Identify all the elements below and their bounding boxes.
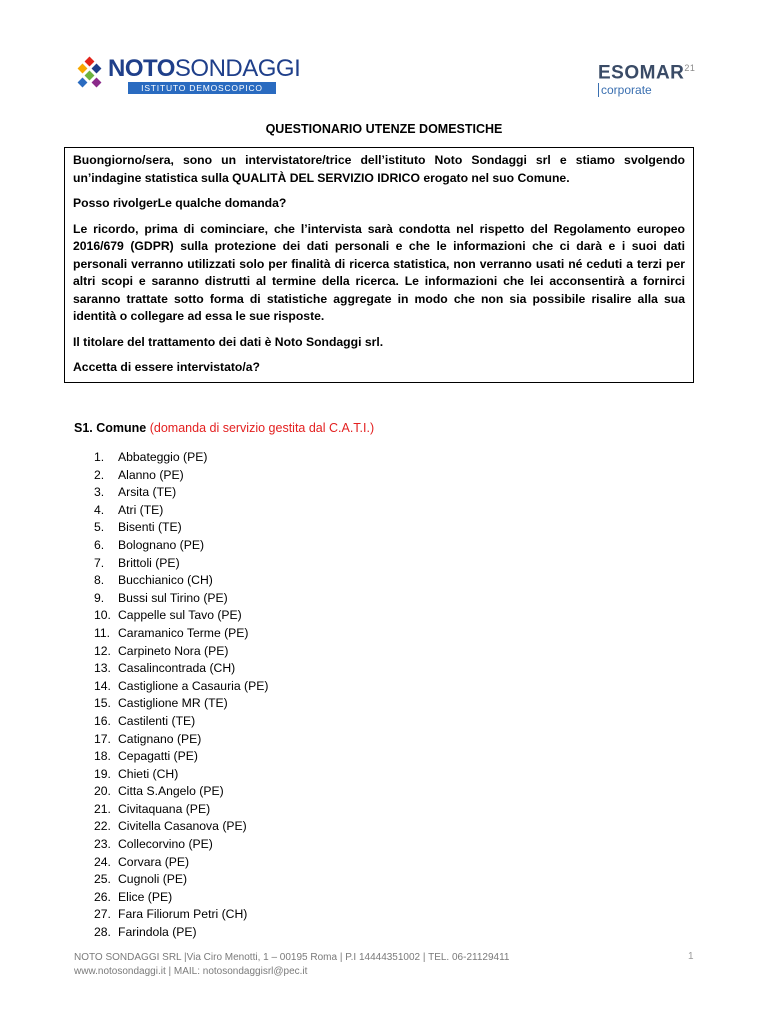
list-item-number: 4. — [94, 502, 105, 517]
list-item-number: 10. — [94, 608, 111, 623]
list-item — [94, 906, 268, 924]
logo-wordmark: NOTOSONDAGGI — [108, 55, 301, 82]
list-item-label: Atri (TE) — [118, 502, 164, 517]
esomar-sup: 21 — [684, 63, 696, 73]
logo-dots-icon — [76, 58, 104, 88]
document-title: QUESTIONARIO UTENZE DOMESTICHE — [265, 122, 503, 136]
list-item — [94, 678, 268, 696]
list-item — [94, 889, 268, 907]
list-item-label: Cugnoli (PE) — [118, 872, 188, 887]
list-item — [94, 555, 268, 573]
list-item-number: 26. — [94, 889, 111, 904]
list-item-label: Civitella Casanova (PE) — [118, 819, 247, 834]
list-item — [94, 766, 268, 784]
list-item-number: 12. — [94, 643, 111, 658]
question-s1 — [74, 421, 374, 435]
list-item-label: Citta S.Angelo (PE) — [118, 784, 224, 799]
list-item-label: Chieti (CH) — [118, 766, 179, 781]
list-item-number: 19. — [94, 766, 111, 781]
list-item — [94, 537, 268, 555]
list-item-number: 25. — [94, 872, 111, 887]
list-item-number: 7. — [94, 555, 105, 570]
list-item-label: Cappelle sul Tavo (PE) — [118, 608, 242, 623]
list-item — [94, 924, 268, 942]
list-item-label: Arsita (TE) — [118, 485, 177, 500]
list-item-number: 6. — [94, 537, 105, 552]
list-item-number: 18. — [94, 749, 111, 764]
esomar-name: ESOMAR — [598, 62, 685, 84]
list-item-label: Castiglione a Casauria (PE) — [118, 678, 269, 693]
list-item-label: Cepagatti (PE) — [118, 749, 198, 764]
list-item — [94, 731, 268, 749]
list-item — [94, 660, 268, 678]
list-item — [94, 854, 268, 872]
list-item — [94, 871, 268, 889]
list-item — [94, 643, 268, 661]
list-item-label: Civitaquana (PE) — [118, 801, 211, 816]
list-item-number: 22. — [94, 819, 111, 834]
page-number: 1 — [688, 951, 694, 962]
list-item — [94, 748, 268, 766]
list-item-number: 2. — [94, 467, 105, 482]
footer-line-contacts: www.notosondaggi.it | MAIL: notosondaggisrl@pec.it — [74, 966, 308, 977]
list-item-number: 15. — [94, 696, 111, 711]
list-item-number: 17. — [94, 731, 111, 746]
list-item — [94, 713, 268, 731]
list-item — [94, 449, 268, 467]
intro-paragraph: Accetta di essere intervistato/a? — [73, 360, 260, 374]
esomar-tag: corporate — [598, 83, 698, 97]
list-item-number: 9. — [94, 590, 105, 605]
noto-sondaggi-logo — [76, 55, 301, 96]
list-item-number: 14. — [94, 678, 111, 693]
footer-line-address: NOTO SONDAGGI SRL |Via Ciro Menotti, 1 – 00195 Roma | P.I 14444351002 | TEL. 06-21129411 — [74, 952, 510, 963]
list-item-number: 23. — [94, 837, 111, 852]
list-item-number: 24. — [94, 854, 111, 869]
list-item — [94, 502, 268, 520]
list-item-number: 13. — [94, 661, 111, 676]
list-item-label: Bolognano (PE) — [118, 537, 205, 552]
list-item-label: Bussi sul Tirino (PE) — [118, 590, 228, 605]
footer — [74, 951, 509, 979]
list-item — [94, 783, 268, 801]
list-item-number: 8. — [94, 573, 105, 588]
list-item — [94, 484, 268, 502]
list-item-label: Elice (PE) — [118, 889, 173, 904]
list-item-label: Farindola (PE) — [118, 925, 197, 940]
list-item-label: Casalincontrada (CH) — [118, 661, 236, 676]
list-item — [94, 467, 268, 485]
esomar-logo — [598, 58, 698, 98]
intro-box — [64, 147, 694, 383]
list-item-label: Collecorvino (PE) — [118, 837, 213, 852]
question-note: (domanda di servizio gestita dal C.A.T.I.) — [149, 421, 375, 435]
list-item-label: Castilenti (TE) — [118, 713, 196, 728]
list-item — [94, 801, 268, 819]
list-item-number: 28. — [94, 925, 111, 940]
list-item — [94, 695, 268, 713]
list-item-label: Carpineto Nora (PE) — [118, 643, 229, 658]
list-item — [94, 836, 268, 854]
list-item-number: 16. — [94, 713, 111, 728]
list-item-number: 21. — [94, 801, 111, 816]
list-item-label: Fara Filiorum Petri (CH) — [118, 907, 248, 922]
list-item-label: Castiglione MR (TE) — [118, 696, 228, 711]
list-item-number: 1. — [94, 450, 105, 464]
list-item-label: Corvara (PE) — [118, 854, 190, 869]
intro-paragraph: Le ricordo, prima di cominciare, che l’intervista sarà condotta nel rispetto del Regolamento europeo 2016/679 (GDPR) sulla protezione dei dati personali e che le informazioni che ci darà e i suoi dati personali verranno utilizzati solo per finalità di ricerca statistica, non verranno usati né ceduti a terzi per altri scopi e saranno distrutti al termine della ricerca. Le informazioni che lei acconsentirà a fornirci saranno trattate sotto forma di statistiche aggregate in modo che non sia possibile risalire alla sua identità o collegare ad essa le sue risposte. — [73, 221, 685, 323]
list-item — [94, 818, 268, 836]
list-item-label: Caramanico Terme (PE) — [118, 625, 249, 640]
list-item-label: Abbateggio (PE) — [118, 450, 208, 464]
list-item-number: 27. — [94, 907, 111, 922]
intro-paragraph: Il titolare del trattamento dei dati è Noto Sondaggi srl. — [73, 334, 384, 349]
list-item-number: 11. — [94, 625, 111, 640]
question-label: S1. Comune — [74, 421, 147, 435]
list-item-number: 20. — [94, 784, 111, 799]
intro-paragraph: Posso rivolgerLe qualche domanda? — [73, 196, 287, 210]
list-item-label: Catignano (PE) — [118, 731, 202, 746]
intro-paragraph: Buongiorno/sera, sono un intervistatore/trice dell’istituto Noto Sondaggi srl e stiamo svolgendo un’indagine statistica sulla QUALITÀ DEL SERVIZIO IDRICO erogato nel suo Comune. — [73, 153, 685, 185]
list-item-label: Brittoli (PE) — [118, 555, 180, 570]
list-item-number: 5. — [94, 520, 105, 535]
list-item-label: Bucchianico (CH) — [118, 573, 213, 588]
list-item-label: Alanno (PE) — [118, 467, 184, 482]
list-item — [94, 607, 268, 625]
comuni-list — [94, 449, 268, 942]
list-item-label: Bisenti (TE) — [118, 520, 182, 535]
list-item — [94, 590, 268, 608]
list-item — [94, 519, 268, 537]
list-item — [94, 625, 268, 643]
list-item — [94, 572, 268, 590]
logo-subtitle: ISTITUTO DEMOSCOPICO — [128, 82, 276, 94]
list-item-number: 3. — [94, 485, 105, 500]
